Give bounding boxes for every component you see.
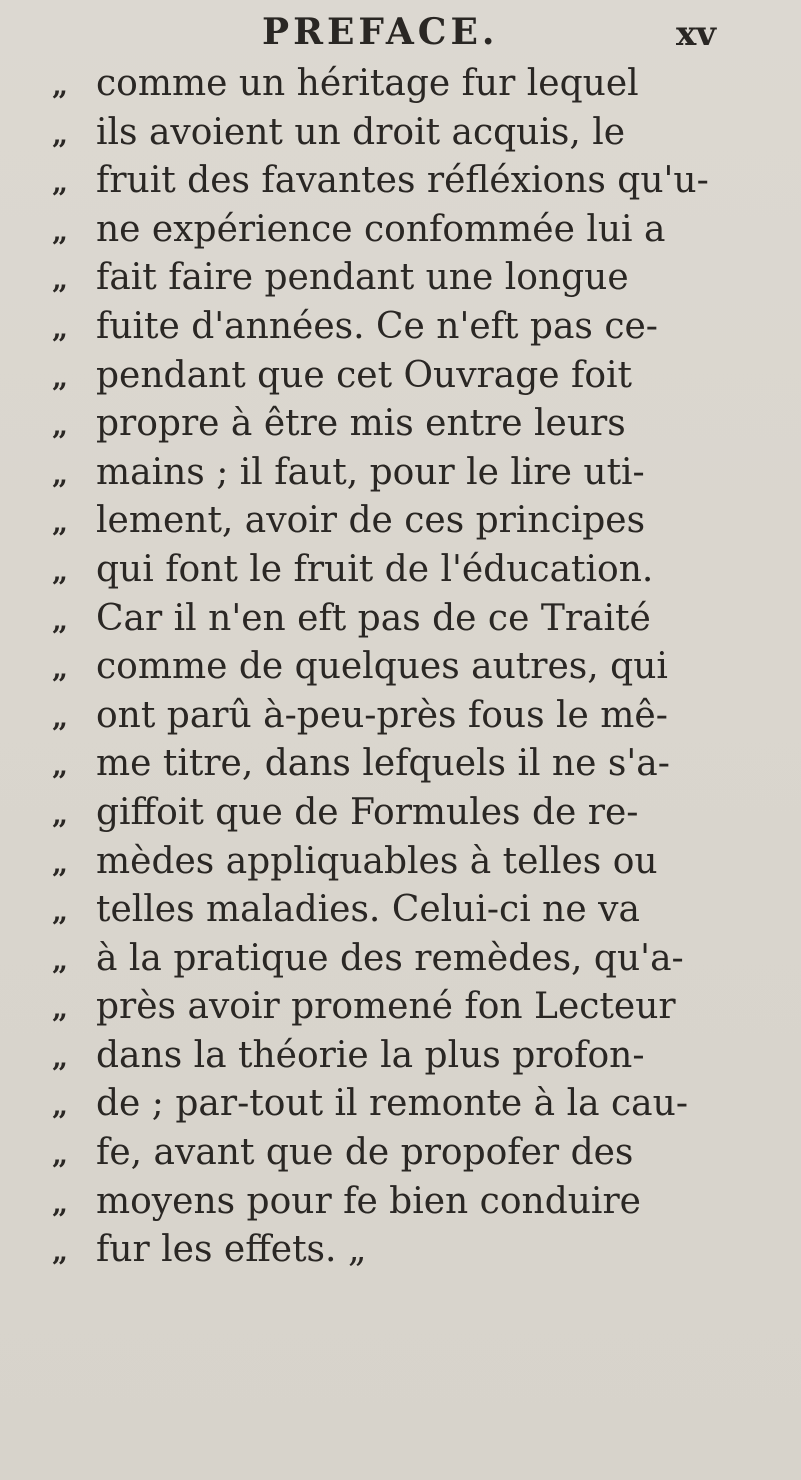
quote-mark: „ xyxy=(52,263,69,297)
quote-mark: „ xyxy=(52,943,69,977)
text-line xyxy=(52,254,787,303)
text-line xyxy=(52,546,787,595)
text-line xyxy=(52,740,787,789)
quote-mark: „ xyxy=(52,117,69,151)
text-line xyxy=(52,643,787,692)
line-text: ils avoient un droit acquis, le xyxy=(96,111,626,153)
running-header xyxy=(0,8,801,58)
line-text: fur les effets. „ xyxy=(96,1229,367,1271)
page-number: xv xyxy=(676,14,717,54)
quote-mark: „ xyxy=(52,797,69,831)
quote-mark: „ xyxy=(52,1235,69,1269)
quote-mark: „ xyxy=(52,457,69,491)
quote-mark: „ xyxy=(52,360,69,394)
quote-mark: „ xyxy=(52,992,69,1026)
line-text: me titre, dans lefquels il ne s'a- xyxy=(96,743,670,785)
line-text: fuite d'années. Ce n'eft pas ce- xyxy=(96,305,658,347)
text-line xyxy=(52,497,787,546)
quote-mark: „ xyxy=(52,603,69,637)
text-line xyxy=(52,789,787,838)
line-text: propre à être mis entre leurs xyxy=(96,403,626,445)
line-text: ne expérience confommée lui a xyxy=(96,208,666,250)
quote-mark: „ xyxy=(52,1138,69,1172)
line-text: lement, avoir de ces principes xyxy=(96,500,646,542)
text-line xyxy=(52,1178,787,1227)
line-text: comme de quelques autres, qui xyxy=(96,646,668,688)
quote-mark: „ xyxy=(52,214,69,248)
quote-mark: „ xyxy=(52,506,69,540)
line-text: dans la théorie la plus profon- xyxy=(96,1034,645,1076)
line-text: moyens pour fe bien conduire xyxy=(96,1180,641,1222)
text-line xyxy=(52,838,787,887)
line-text: Car il n'en eft pas de ce Traité xyxy=(96,597,651,639)
quote-mark: „ xyxy=(52,1186,69,1220)
line-text: fruit des favantes réfléxions qu'u- xyxy=(96,160,709,202)
line-text: fait faire pendant une longue xyxy=(96,257,629,299)
text-line xyxy=(52,1226,787,1275)
quote-mark: „ xyxy=(52,554,69,588)
quote-mark: „ xyxy=(52,749,69,783)
text-line xyxy=(52,595,787,644)
quote-mark: „ xyxy=(52,895,69,929)
quote-mark: „ xyxy=(52,1089,69,1123)
text-line xyxy=(52,303,787,352)
text-line xyxy=(52,886,787,935)
text-line xyxy=(52,60,787,109)
text-line xyxy=(52,1129,787,1178)
text-line xyxy=(52,1032,787,1081)
quote-mark: „ xyxy=(52,846,69,880)
quote-mark: „ xyxy=(52,69,69,102)
line-text: pendant que cet Ouvrage foit xyxy=(96,354,632,396)
text-line xyxy=(52,352,787,401)
text-line xyxy=(52,983,787,1032)
text-line xyxy=(52,935,787,984)
text-line xyxy=(52,449,787,498)
line-text: fe, avant que de propofer des xyxy=(96,1132,634,1174)
line-text: telles maladies. Celui-ci ne va xyxy=(96,889,640,931)
quote-mark: „ xyxy=(52,652,69,686)
line-text: comme un héritage fur lequel xyxy=(96,63,639,104)
quote-mark: „ xyxy=(52,700,69,734)
line-text: giffoit que de Formules de re- xyxy=(96,791,639,833)
line-text: ont parû à-peu-près fous le mê- xyxy=(96,694,668,736)
text-line xyxy=(52,206,787,255)
body-text xyxy=(52,60,787,1275)
quote-mark: „ xyxy=(52,166,69,200)
line-text: de ; par-tout il remonte à la cau- xyxy=(96,1083,688,1125)
text-line xyxy=(52,1080,787,1129)
quote-mark: „ xyxy=(52,409,69,443)
line-text: à la pratique des remèdes, qu'a- xyxy=(96,937,684,979)
quote-mark: „ xyxy=(52,1040,69,1074)
text-line xyxy=(52,400,787,449)
text-line xyxy=(52,692,787,741)
line-text: qui font le fruit de l'éducation. xyxy=(96,548,654,590)
text-line xyxy=(52,109,787,158)
text-line xyxy=(52,157,787,206)
line-text: mèdes appliquables à telles ou xyxy=(96,840,658,882)
line-text: près avoir promené fon Lecteur xyxy=(96,986,676,1028)
quote-mark: „ xyxy=(52,311,69,345)
line-text: mains ; il faut, pour le lire uti- xyxy=(96,451,645,493)
header-title: PREFACE. xyxy=(262,11,499,53)
